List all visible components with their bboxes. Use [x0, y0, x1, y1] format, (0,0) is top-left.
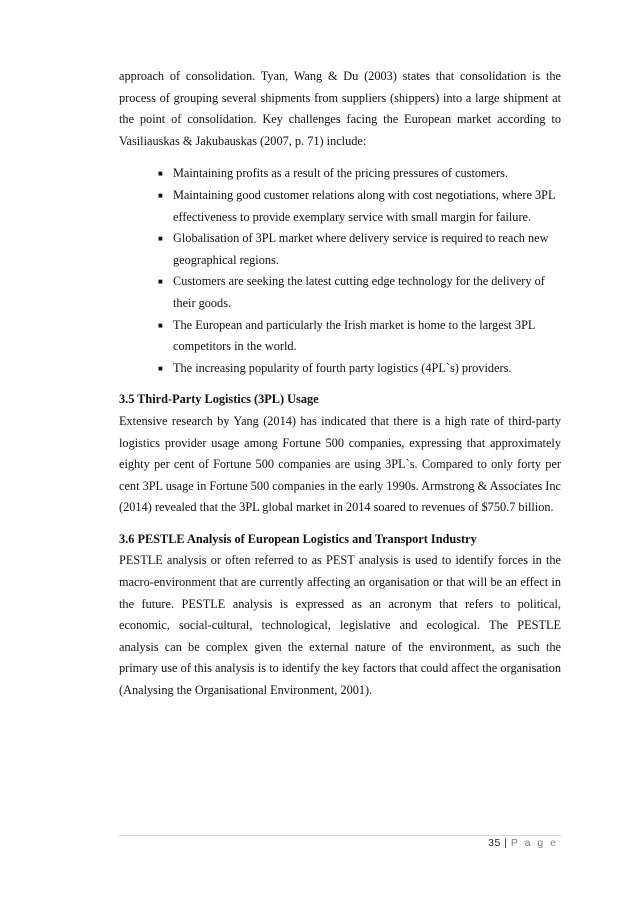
section-body-3-5: Extensive research by Yang (2014) has indicated that there is a high rate of third-party logistics provider usage among Fortune 500 companies, expressing that approximately eighty per cent of Fortune 500 companies are using 3PL`s. Compared to only forty per cent 3PL usage in Fortune 500 companies in the early 1990s. Armstrong & Associates Inc (2014) revealed that the 3PL global market in 2014 soared to revenues of $750.7 billion. [119, 413, 561, 515]
list-item: ■ The increasing popularity of fourth party logistics (4PL`s) providers. [119, 358, 561, 380]
list-item: ■ Globalisation of 3PL market where delivery service is required to reach new geographical regions. [119, 228, 561, 271]
challenges-list [119, 163, 561, 379]
section-heading-3-5: 3.5 Third-Party Logistics (3PL) Usage [119, 392, 319, 407]
page-footer [488, 837, 558, 849]
intro-paragraph: approach of consolidation. Tyan, Wang & Du (2003) states that consolidation is the process of grouping several shipments from suppliers (shippers) into a large shipment at the point of consolidation. Key challenges facing the European market according to Vasiliauskas & Jakubauskas (2007, p. 71) include: [119, 69, 561, 148]
page-number: 35 [488, 837, 501, 849]
section-body-3-6: PESTLE analysis or often referred to as PEST analysis is used to identify forces in the macro-environment that are currently affecting an organisation or that will be an effect in the future. PESTLE analysis is expressed as an acronym that refers to political, economic, social-cultural, technological, legislative and ecological. The PESTLE analysis can be complex given the external nature of the environment, as such the primary use of this analysis is to identify the key factors that could affect the organisation (Analysing the Organisational Environment, 2001). [119, 553, 561, 698]
page-label: P a g e [510, 837, 558, 849]
list-item: ■ Maintaining profits as a result of the pricing pressures of customers. [119, 163, 561, 185]
footer-divider [119, 835, 561, 836]
footer-separator: | [504, 837, 508, 849]
list-item: ■ Customers are seeking the latest cutting edge technology for the delivery of their goods. [119, 271, 561, 314]
list-item: ■ Maintaining good customer relations along with cost negotiations, where 3PL effectiveness to provide exemplary service with small margin for failure. [119, 185, 561, 228]
section-heading-3-6: 3.6 PESTLE Analysis of European Logistics and Transport Industry [119, 531, 477, 546]
page-content [119, 66, 561, 702]
list-item: ■ The European and particularly the Irish market is home to the largest 3PL competitors in the world. [119, 315, 561, 358]
